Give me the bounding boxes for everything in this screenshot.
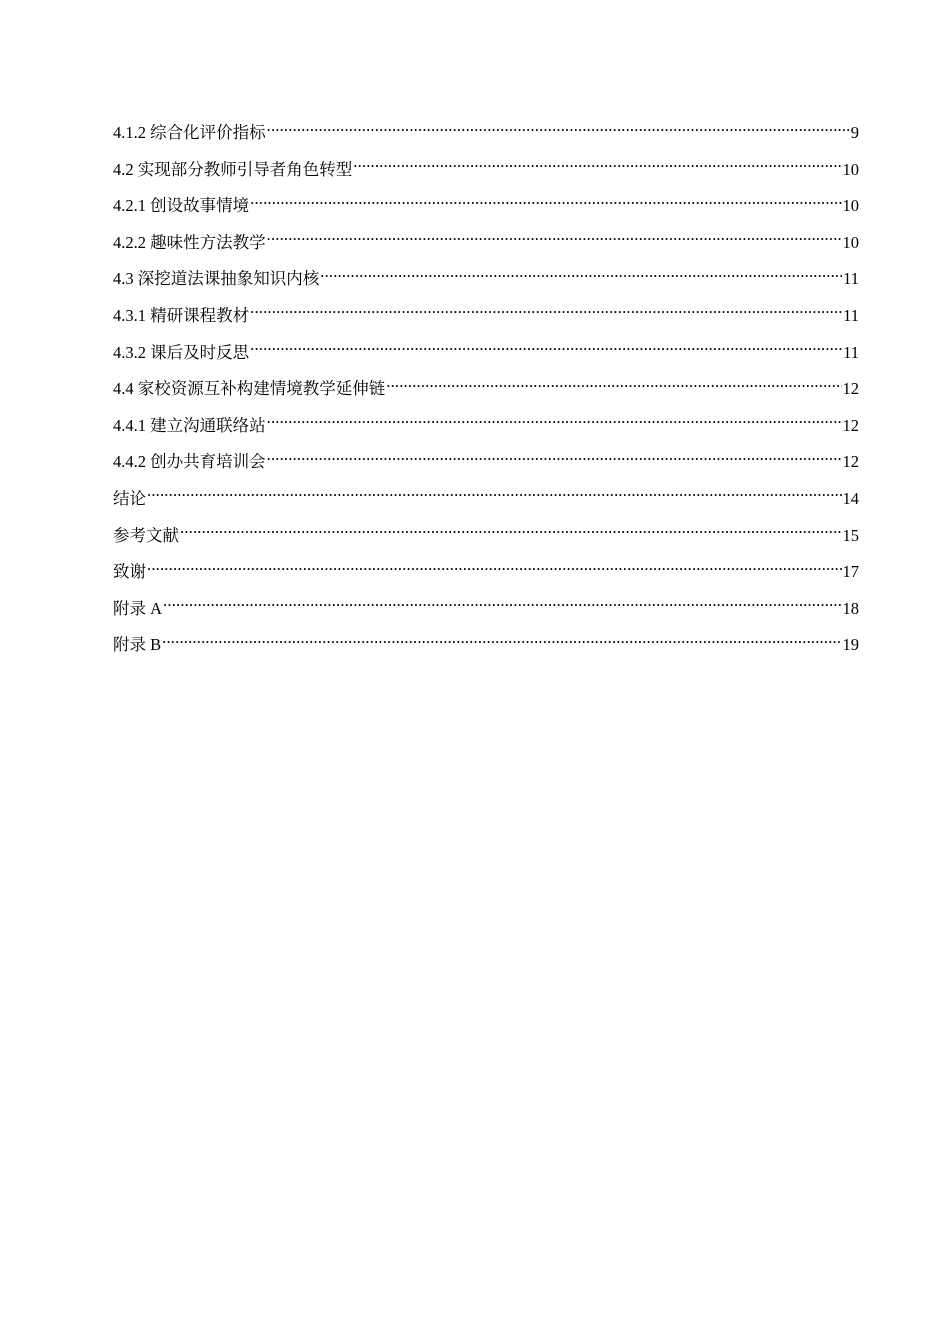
toc-dot-leader	[267, 114, 850, 138]
toc-dot-leader	[162, 626, 841, 650]
toc-entry-title: 4.3 深挖道法课抽象知识内核	[113, 269, 320, 289]
toc-entry-page: 10	[842, 196, 859, 216]
toc-entry-4-3-2[interactable]	[113, 334, 859, 371]
toc-dot-leader	[267, 224, 842, 248]
toc-entry-4-3-1[interactable]	[113, 297, 859, 334]
toc-entry-title: 4.1.2 综合化评价指标	[113, 123, 266, 142]
toc-entry-page: 11	[843, 342, 859, 362]
toc-entry-page: 12	[842, 452, 859, 472]
toc-entry-4-4-1[interactable]	[113, 407, 859, 444]
toc-entry-title: 4.3.2 课后及时反思	[113, 342, 250, 362]
toc-dot-leader	[250, 187, 841, 211]
toc-entry-page: 12	[842, 415, 859, 435]
toc-entry-page: 14	[842, 488, 859, 508]
toc-dot-leader	[320, 260, 842, 284]
toc-dot-leader	[250, 334, 842, 358]
toc-entry-appendix-b[interactable]	[113, 626, 859, 663]
toc-entry-page: 10	[842, 159, 859, 179]
toc-entry-page: 11	[843, 269, 859, 289]
toc-dot-leader	[386, 370, 841, 394]
toc-entry-appendix-a[interactable]	[113, 590, 859, 627]
toc-dot-leader	[353, 151, 841, 175]
toc-entry-4-3[interactable]	[113, 260, 859, 297]
toc-entry-4-4-2[interactable]	[113, 443, 859, 480]
toc-entry-4-4[interactable]	[113, 370, 859, 407]
toc-entry-references[interactable]	[113, 517, 859, 554]
toc-entry-page: 12	[842, 379, 859, 399]
toc-entry-title: 4.4.1 建立沟通联络站	[113, 415, 266, 435]
toc-entry-title: 附录 A	[113, 598, 163, 618]
toc-entry-page: 19	[842, 635, 859, 655]
toc-dot-leader	[147, 480, 842, 504]
toc-dot-leader	[147, 553, 842, 577]
toc-entry-page: 11	[843, 305, 859, 325]
toc-entry-page: 17	[842, 562, 859, 582]
toc-dot-leader	[267, 407, 842, 431]
toc-entry-page: 9	[850, 123, 859, 142]
toc-entry-4-1-2[interactable]	[113, 114, 859, 151]
toc-entry-page: 18	[842, 598, 859, 618]
toc-entry-page: 15	[842, 525, 859, 545]
toc-entry-title: 4.3.1 精研课程教材	[113, 305, 250, 325]
table-of-contents	[113, 114, 859, 663]
toc-entry-title: 致谢	[113, 562, 146, 582]
toc-entry-title: 参考文献	[113, 525, 179, 545]
toc-entry-title: 4.4.2 创办共育培训会	[113, 452, 266, 472]
toc-entry-title: 结论	[113, 488, 146, 508]
toc-dot-leader	[180, 517, 842, 541]
toc-entry-4-2-1[interactable]	[113, 187, 859, 224]
toc-entry-acknowledgements[interactable]	[113, 553, 859, 590]
toc-dot-leader	[267, 443, 842, 467]
toc-entry-page: 10	[842, 232, 859, 252]
toc-entry-title: 附录 B	[113, 635, 162, 655]
toc-entry-title: 4.2.1 创设故事情境	[113, 196, 250, 216]
toc-entry-title: 4.4 家校资源互补构建情境教学延伸链	[113, 379, 386, 399]
toc-entry-4-2-2[interactable]	[113, 224, 859, 261]
toc-dot-leader	[163, 590, 841, 614]
toc-dot-leader	[250, 297, 842, 321]
toc-entry-conclusion[interactable]	[113, 480, 859, 517]
toc-entry-4-2[interactable]	[113, 151, 859, 188]
toc-entry-title: 4.2.2 趣味性方法教学	[113, 232, 266, 252]
toc-entry-title: 4.2 实现部分教师引导者角色转型	[113, 159, 353, 179]
